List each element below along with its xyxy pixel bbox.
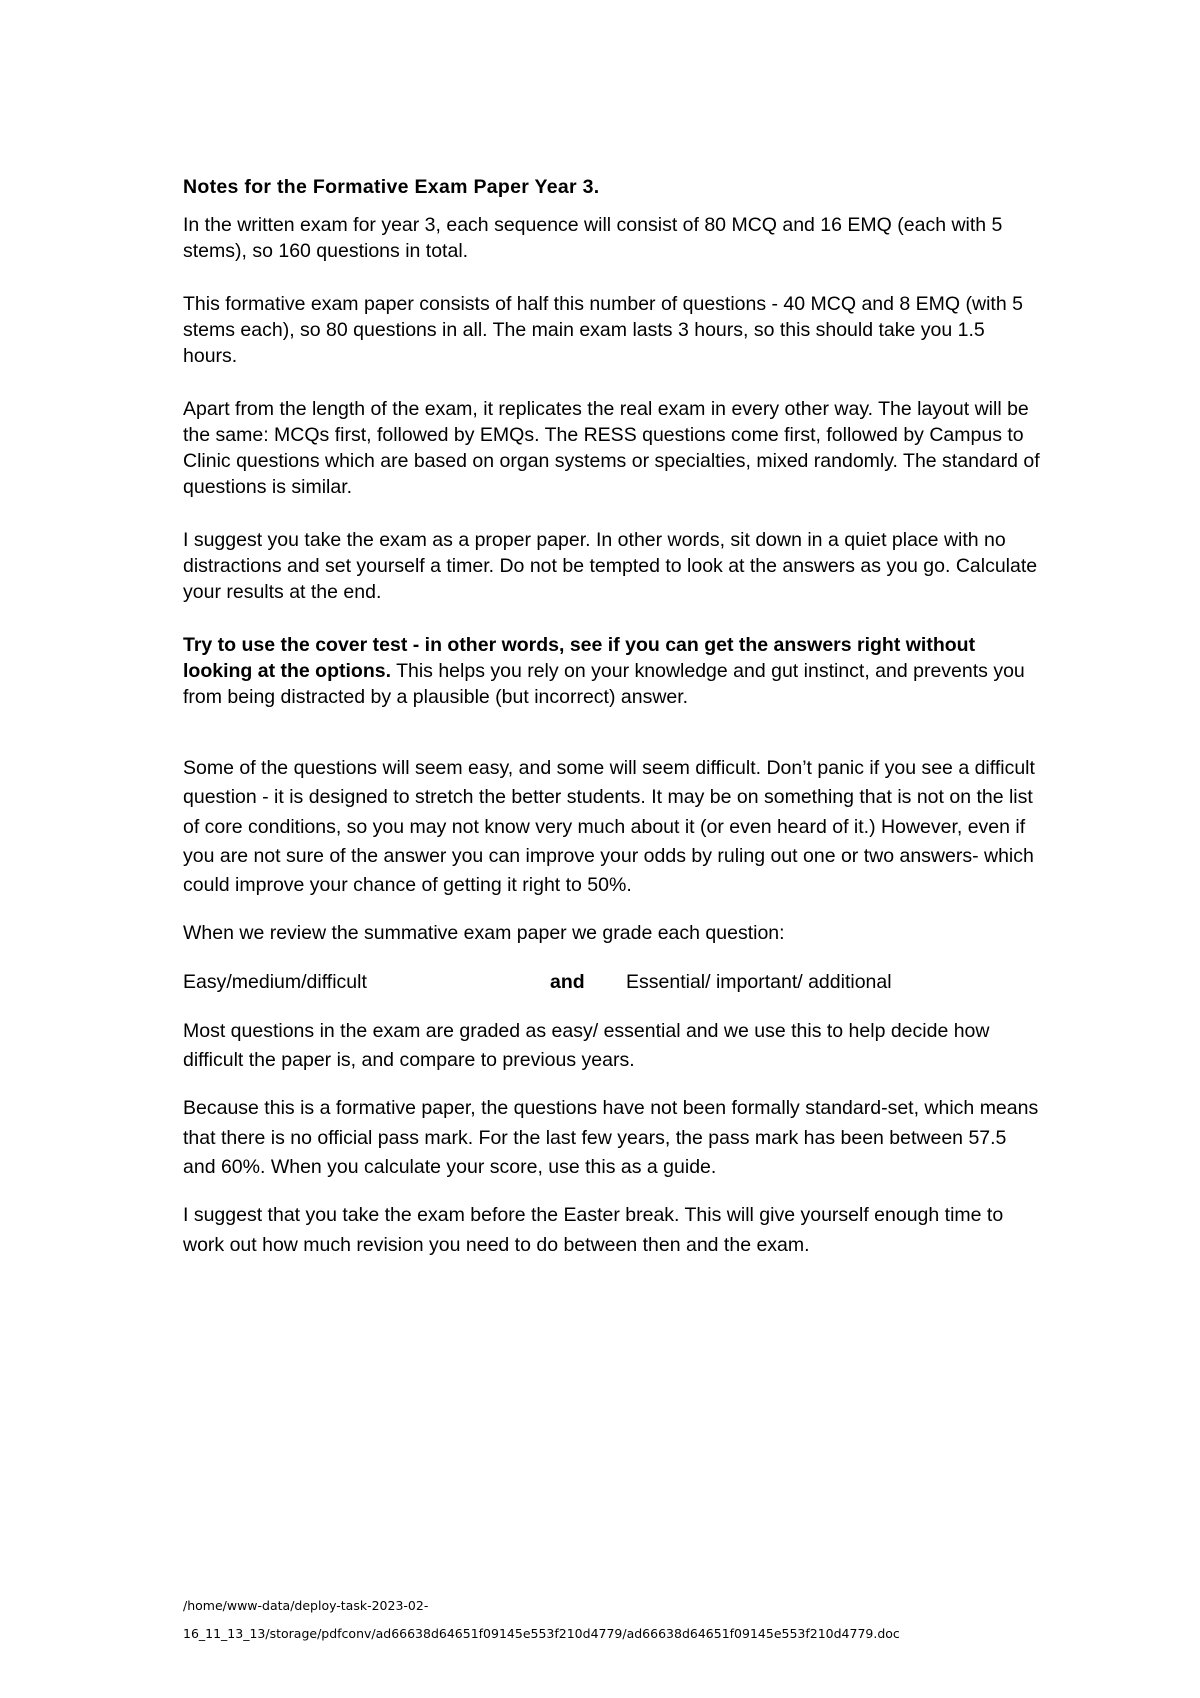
paragraph-exam-structure: In the written exam for year 3, each sequence will consist of 80 MCQ and 16 EMQ (each with 5 stems), so 160 questions in total. [183, 214, 1003, 262]
document-body [183, 174, 1043, 1279]
grading-importance: Essential/ important/ additional [626, 970, 892, 993]
paragraph-proper-paper: I suggest you take the exam as a proper paper. In other words, sit down in a quiet place with no distractions and set yourself a timer. Do not be tempted to look at the answers as you go. Calculate your results at the end. [183, 529, 1038, 603]
file-path-footer [183, 1592, 1083, 1648]
paragraph-difficulty: Some of the questions will seem easy, and some will seem difficult. Don’t panic if you see a difficult question - it is designed to stretch the better students. It may be on something that is not on the list of core conditions, so you may not know very much about it (or even heard of it.) However, even if you are not sure of the answer you can improve your odds by ruling out one or two answers- which could improve your chance of getting it right to 50%. [183, 757, 1035, 897]
paragraph-easy-essential: Most questions in the exam are graded as easy/ essential and we use this to help decide how difficult the paper is, and compare to previous years. [183, 1019, 990, 1072]
cover-test-bold-text: Try to use the cover test - in other words, see if you can get the answers right without looking at the options. [183, 634, 976, 682]
cover-test-text: This helps you rely on your knowledge and gut instinct, and prevents you from being distracted by a plausible (but incorrect) answer. [183, 660, 1025, 708]
paragraph-cover-test [183, 632, 1043, 710]
paragraph-pass-mark: Because this is a formative paper, the questions have not been formally standard-set, which means that there is no official pass mark. For the last few years, the pass mark has been between 57.5 and 60%. When you calculate your score, use this as a guide. [183, 1097, 1039, 1178]
footer-line-1: /home/www-data/deploy-task-2023-02- [183, 1598, 429, 1613]
paragraph-easter-break: I suggest that you take the exam before the Easter break. This will give yourself enough time to work out how much revision you need to do between then and the exam. [183, 1204, 1004, 1256]
grading-difficulty: Easy/medium/difficult [183, 970, 367, 993]
paragraph-formative-paper: This formative exam paper consists of half this number of questions - 40 MCQ and 8 EMQ (with 5 stems each), so 80 questions in all. The main exam lasts 3 hours, so this should take you 1.5 hours. [183, 293, 1023, 367]
paragraph-replicates-exam: Apart from the length of the exam, it replicates the real exam in every other way. The layout will be the same: MCQs first, followed by EMQs. The RESS questions come first, followed by Campus to Clinic questions which are based on organ systems or specialties, mixed randomly. The standard of questions is similar. [183, 398, 1040, 498]
paragraph-review: When we review the summative exam paper we grade each question: [183, 922, 785, 945]
document-title: Notes for the Formative Exam Paper Year 3. [183, 176, 600, 198]
grading-row [183, 968, 1043, 997]
footer-line-2: 16_11_13_13/storage/pdfconv/ad66638d64651f09145e553f210d4779/ad66638d64651f09145e553f210d4779.doc [183, 1626, 900, 1641]
grading-and: and [550, 970, 585, 993]
